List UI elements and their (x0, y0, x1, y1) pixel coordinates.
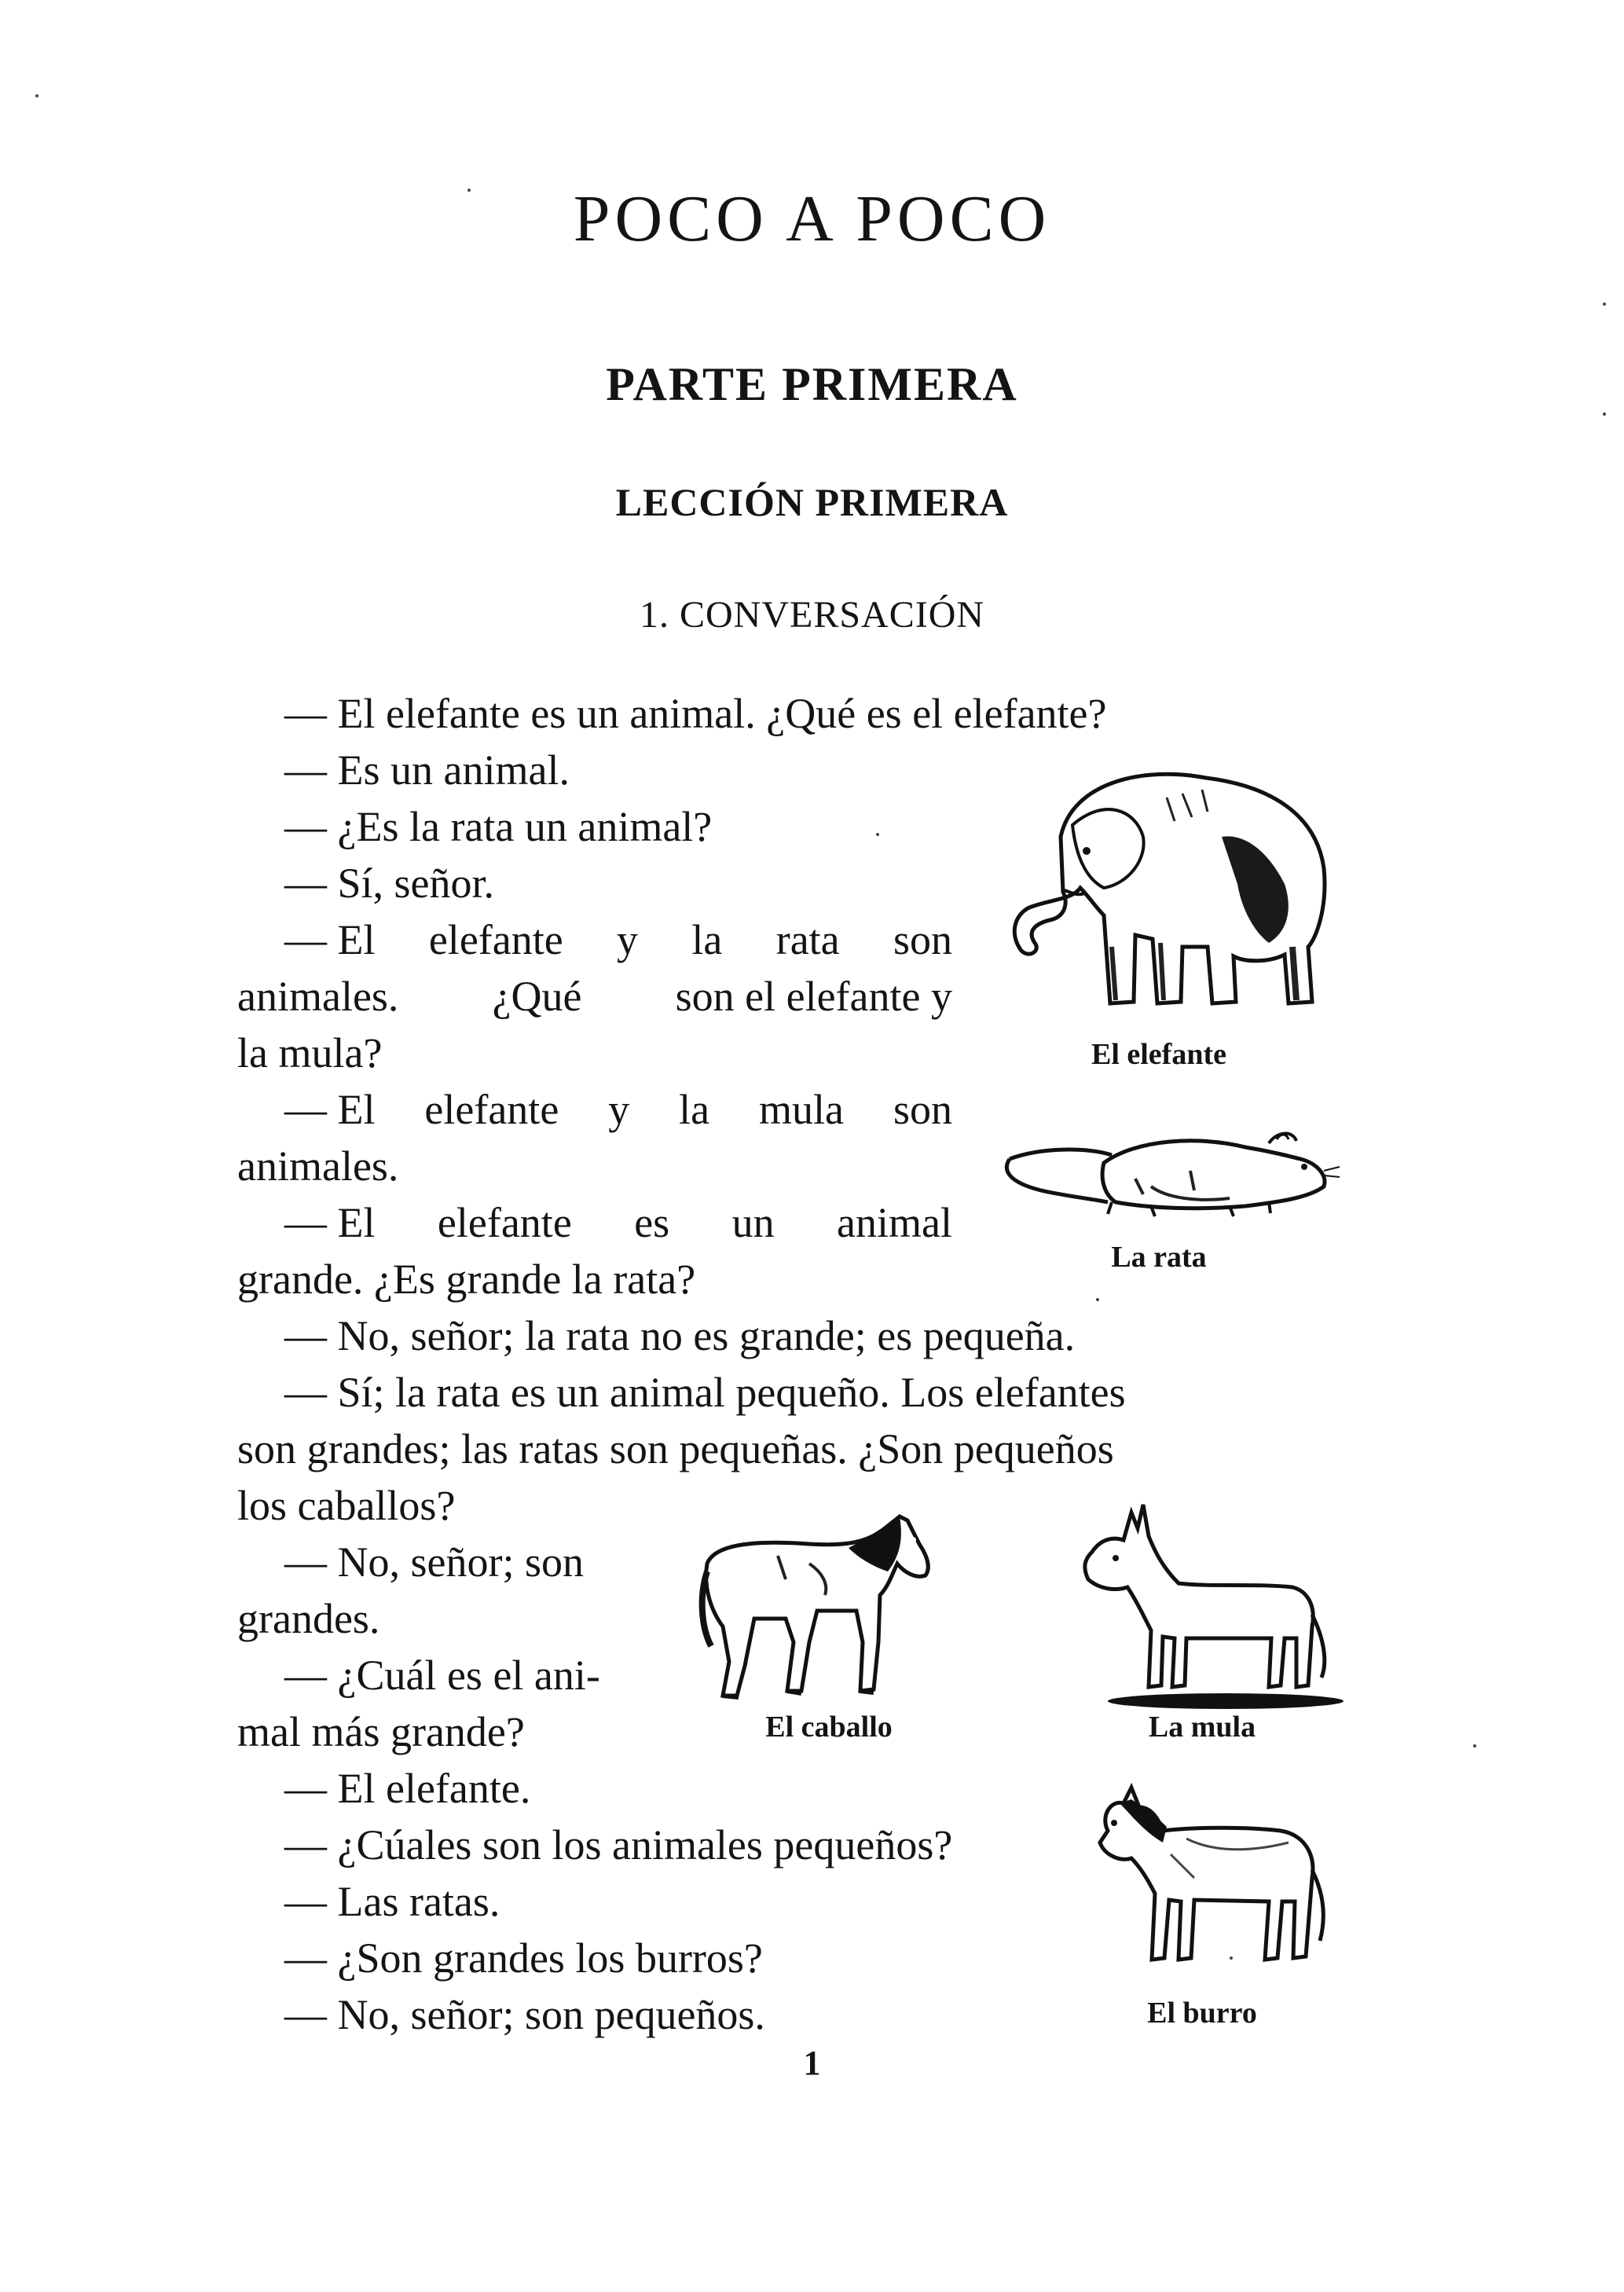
text-line: — Las ratas. (284, 1878, 500, 1925)
text-word: y (617, 916, 639, 963)
caption-donkey: El burro (1147, 1997, 1257, 2030)
lesson-heading: LECCIÓN PRIMERA (615, 480, 1009, 524)
text-line: — No, señor; son (284, 1538, 584, 1586)
text-line: son grandes; las ratas son pequeñas. ¿Son pequeños (237, 1425, 1114, 1472)
text-line: — No, señor; la rata no es grande; es pequeña. (284, 1312, 1076, 1359)
part-heading: PARTE PRIMERA (606, 358, 1018, 410)
text-line: grande. ¿Es grande la rata? (237, 1256, 696, 1303)
donkey-illustration (1076, 1784, 1328, 1988)
section-heading: 1. CONVERSACIÓN (639, 594, 985, 636)
text-word: son (893, 916, 952, 963)
text-line: los caballos? (237, 1482, 456, 1529)
text-word: mula (759, 1086, 845, 1133)
text-word: ¿Qué (492, 973, 582, 1020)
scan-speck (1096, 1298, 1099, 1301)
text-word: elefante (428, 916, 563, 963)
horse-illustration (691, 1509, 959, 1721)
text-line: — Sí, señor. (284, 860, 495, 907)
text-line: — Sí; la rata es un animal pequeño. Los elefantes (284, 1369, 1126, 1416)
scan-speck (876, 833, 879, 836)
scan-speck (35, 94, 38, 97)
mule-illustration (1069, 1497, 1336, 1725)
rat-illustration (994, 1124, 1340, 1226)
scan-speck (1230, 1956, 1233, 1960)
text-word: la (679, 1086, 710, 1133)
elephant-illustration (986, 750, 1340, 1018)
text-word: elefante (437, 1199, 572, 1246)
text-line (284, 1081, 952, 1138)
text-word: son el elefante y (675, 973, 952, 1020)
text-line: animales. (237, 1142, 399, 1190)
text-line: — ¿Cuál es el ani- (284, 1652, 600, 1699)
caption-elephant: El elefante (1091, 1038, 1226, 1071)
text-line: grandes. (237, 1595, 380, 1642)
text-line (237, 968, 952, 1025)
scan-speck (1473, 1744, 1476, 1747)
text-word: son (893, 1086, 952, 1133)
text-word: — El (284, 1199, 376, 1246)
caption-mule: La mula (1148, 1711, 1256, 1744)
book-title: POCO A POCO (573, 182, 1051, 255)
text-line: — El elefante. (284, 1765, 531, 1812)
text-line: — ¿Cúales son los animales pequeños? (284, 1821, 953, 1868)
scan-speck (467, 189, 471, 192)
text-word: — El (284, 1086, 376, 1133)
text-word: rata (775, 916, 840, 963)
text-line (284, 911, 952, 968)
text-word: animal (837, 1199, 952, 1246)
text-word: y (608, 1086, 630, 1133)
caption-rat: La rata (1111, 1241, 1207, 1274)
text-word: la (691, 916, 723, 963)
text-line: — El elefante es un animal. ¿Qué es el elefante? (284, 690, 1107, 737)
caption-horse: El caballo (765, 1711, 893, 1744)
page-number: 1 (803, 2044, 821, 2082)
text-line: — No, señor; son pequeños. (284, 1991, 765, 2038)
text-line: mal más grande? (237, 1708, 525, 1755)
scan-speck (1603, 413, 1606, 416)
text-line: — ¿Son grandes los burros? (284, 1934, 763, 1982)
text-word: un (731, 1199, 775, 1246)
text-line (284, 1194, 952, 1251)
scan-speck (1603, 303, 1606, 306)
text-line: — ¿Es la rata un animal? (284, 803, 713, 850)
text-line: — Es un animal. (284, 746, 570, 794)
text-line: la mula? (237, 1029, 383, 1076)
text-word: elefante (424, 1086, 559, 1133)
text-word: animales. (237, 973, 399, 1020)
text-word: — El (284, 916, 376, 963)
text-word: es (634, 1199, 670, 1246)
